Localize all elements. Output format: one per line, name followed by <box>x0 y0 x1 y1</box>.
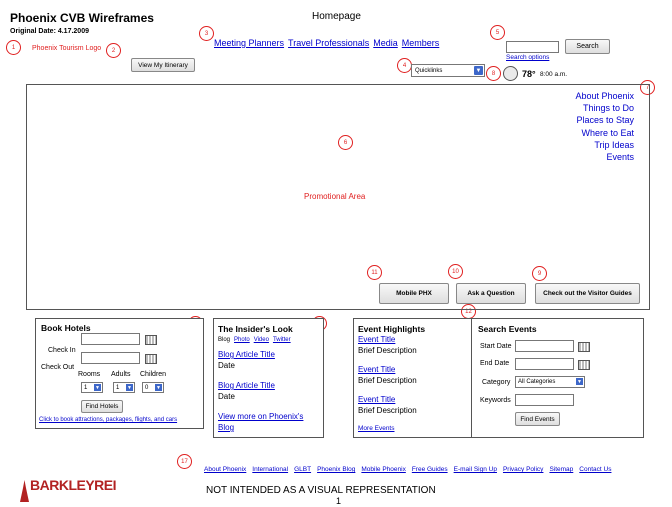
callout-11: 11 <box>367 265 382 280</box>
adults-select[interactable] <box>113 382 135 393</box>
adults-label: Adults <box>111 371 131 378</box>
disclaimer-text: NOT INTENDED AS A VISUAL REPRESENTATION <box>206 485 436 496</box>
callout-10: 10 <box>448 264 463 279</box>
book-hotels-panel <box>35 318 204 429</box>
search-options-link[interactable]: Search options <box>506 54 550 61</box>
book-attractions-link[interactable]: Click to book attractions, packages, flights, and cars <box>39 417 178 423</box>
quicklinks-select[interactable] <box>411 64 485 77</box>
callout-1: 1 <box>6 40 21 55</box>
callout-2: 2 <box>106 43 121 58</box>
callout-5: 5 <box>490 25 505 40</box>
visitor-guides-button[interactable]: Check out the Visitor Guides <box>535 283 640 304</box>
insiders-look-title: The Insider's Look <box>218 324 293 334</box>
nav-members[interactable]: Members <box>401 38 440 48</box>
calendar-icon[interactable] <box>578 342 590 352</box>
site-search-input[interactable] <box>506 41 559 53</box>
check-in-label: Check In <box>48 347 76 354</box>
footer-link-about[interactable]: About Phoenix <box>204 466 247 473</box>
children-label: Children <box>140 371 167 378</box>
footer-link-privacy[interactable]: Privacy Policy <box>502 466 544 473</box>
tab-blog[interactable]: Blog <box>218 337 231 343</box>
callout-8: 8 <box>486 66 501 81</box>
callout-17: 17 <box>177 454 192 469</box>
event-highlights-title: Event Highlights <box>358 324 426 334</box>
footer-link-sitemap[interactable]: Sitemap <box>549 466 574 473</box>
promotional-area-label: Promotional Area <box>304 192 366 201</box>
event-description: Brief Description <box>358 376 417 385</box>
check-in-input[interactable] <box>81 333 140 345</box>
nav-about-phoenix[interactable]: About Phoenix <box>575 91 634 101</box>
footer-link-glbt[interactable]: GLBT <box>294 466 312 473</box>
blog-article-date: Date <box>218 361 235 370</box>
tab-video[interactable]: Video <box>253 337 269 343</box>
nav-trip-ideas[interactable]: Trip Ideas <box>594 139 634 150</box>
start-date-label: Start Date <box>480 343 512 350</box>
view-itinerary-button[interactable]: View My Itinerary <box>131 58 195 72</box>
end-date-label: End Date <box>480 360 510 367</box>
chevron-down-icon: ▼ <box>95 384 100 391</box>
chevron-down-icon: ▼ <box>156 384 161 391</box>
event-title-link[interactable]: Event Title <box>358 395 396 404</box>
check-out-input[interactable] <box>81 352 140 364</box>
category-select[interactable] <box>515 376 585 388</box>
check-out-label: Check Out <box>41 364 75 371</box>
more-events-link[interactable]: More Events <box>358 425 395 432</box>
nav-meeting-planners[interactable]: Meeting Planners <box>214 38 285 48</box>
blog-article-link[interactable]: Blog Article Title <box>218 350 275 359</box>
end-date-input[interactable] <box>515 358 574 370</box>
start-date-input[interactable] <box>515 340 574 352</box>
rooms-label: Rooms <box>78 371 101 378</box>
footer-link-international[interactable]: International <box>252 466 289 473</box>
tourism-logo-placeholder[interactable]: Phoenix Tourism Logo <box>32 45 102 52</box>
footer-link-blog[interactable]: Phoenix Blog <box>317 466 356 473</box>
main-nav <box>575 90 634 163</box>
nav-places-to-stay[interactable]: Places to Stay <box>576 115 634 126</box>
callout-9: 9 <box>532 266 547 281</box>
search-events-title: Search Events <box>478 324 537 334</box>
nav-media[interactable]: Media <box>373 38 398 48</box>
callout-7: 7 <box>640 80 655 95</box>
weather-time: 8:00 a.m. <box>540 71 568 78</box>
keywords-input[interactable] <box>515 394 574 406</box>
tower-icon <box>20 480 29 502</box>
insiders-tabs <box>218 337 291 343</box>
nav-events[interactable]: Events <box>606 152 634 163</box>
calendar-icon[interactable] <box>145 335 157 345</box>
chevron-down-icon: ▼ <box>127 384 132 391</box>
book-hotels-title: Book Hotels <box>41 323 91 333</box>
ask-question-button[interactable]: Ask a Question <box>456 283 526 304</box>
children-select[interactable] <box>142 382 164 393</box>
keywords-label: Keywords <box>480 397 511 404</box>
callout-4: 4 <box>397 58 412 73</box>
callout-6: 6 <box>338 135 353 150</box>
calendar-icon[interactable] <box>578 360 590 370</box>
weather-temperature: 78° <box>522 69 536 79</box>
view-more-blog-link-2[interactable]: Blog <box>218 423 235 432</box>
category-value: All Categories <box>518 379 556 385</box>
event-description: Brief Description <box>358 406 417 415</box>
mobile-phx-button[interactable]: Mobile PHX <box>379 283 449 304</box>
chevron-down-icon: ▼ <box>475 67 482 74</box>
chevron-down-icon: ▼ <box>577 378 582 385</box>
footer-links <box>204 466 611 473</box>
callout-12: 12 <box>461 304 476 319</box>
wireframe-title: Phoenix CVB Wireframes <box>10 11 154 25</box>
nav-where-to-eat[interactable]: Where to Eat <box>581 127 634 138</box>
tab-twitter[interactable]: Twitter <box>272 337 291 343</box>
callout-3: 3 <box>199 26 214 41</box>
blog-article-link[interactable]: Blog Article Title <box>218 381 275 390</box>
nav-travel-professionals[interactable]: Travel Professionals <box>288 38 370 48</box>
find-events-button[interactable]: Find Events <box>515 412 560 426</box>
rooms-select[interactable] <box>81 382 103 393</box>
search-button[interactable]: Search <box>565 39 610 54</box>
adults-value: 1 <box>116 384 120 391</box>
weather-icon <box>503 66 518 81</box>
nav-things-to-do[interactable]: Things to Do <box>582 103 634 114</box>
quicklinks-value: Quicklinks <box>415 67 443 74</box>
footer-link-signup[interactable]: E-mail Sign Up <box>453 466 497 473</box>
page-title: Homepage <box>312 11 361 22</box>
audience-nav <box>214 38 439 48</box>
event-title-link[interactable]: Event Title <box>358 365 396 374</box>
panel-divider <box>471 319 472 437</box>
footer-link-mobile[interactable]: Mobile Phoenix <box>361 466 406 473</box>
event-description: Brief Description <box>358 346 417 355</box>
rooms-value: 1 <box>84 384 88 391</box>
view-more-blog-link[interactable]: View more on Phoenix's <box>218 412 304 421</box>
blog-article-date: Date <box>218 392 235 401</box>
insiders-look-panel <box>213 318 324 438</box>
events-panel <box>353 318 644 438</box>
find-hotels-button[interactable]: Find Hotels <box>81 400 123 413</box>
footer-link-guides[interactable]: Free Guides <box>411 466 448 473</box>
original-date: Original Date: 4.17.2009 <box>10 28 89 35</box>
page-number: 1 <box>336 496 342 506</box>
category-label: Category <box>482 379 511 386</box>
calendar-icon[interactable] <box>145 354 157 364</box>
tab-photo[interactable]: Photo <box>234 337 250 343</box>
brand-logo: BARKLEYREI <box>30 477 117 493</box>
event-title-link[interactable]: Event Title <box>358 335 396 344</box>
footer-link-contact[interactable]: Contact Us <box>579 466 612 473</box>
children-value: 0 <box>145 384 149 391</box>
